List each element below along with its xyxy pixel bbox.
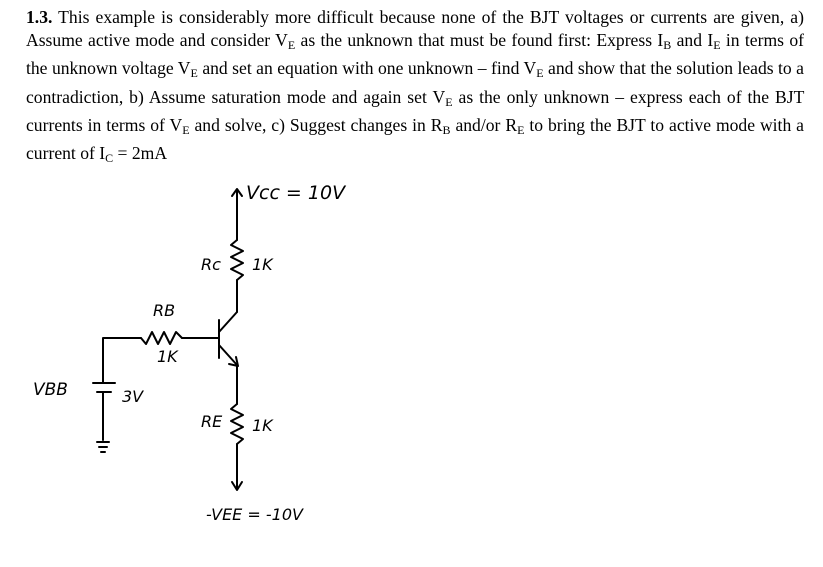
re-value: 1K [252, 416, 273, 435]
bjt-collector-lead [219, 312, 237, 332]
re-resistor [231, 404, 243, 444]
problem-line-1: This example is considerably more difficult because none of the BJT voltages or [58, 7, 645, 27]
vbb-label: VBB [33, 380, 68, 400]
problem-number: 1.3. [26, 7, 53, 27]
problem-line-5: Assume saturation mode and again set $V_E$ as the only unknown – express each of the BJT [148, 86, 804, 109]
rb-resistor [141, 332, 182, 344]
problem-line-2: currents are given, a) Assume active mode and consider $V_E$ as the unknown that must be [26, 7, 804, 53]
rb-value: 1K [157, 347, 178, 366]
problem-line-4: with one unknown – find $V_E$ and show that the solution leads to a contradiction, b) [26, 58, 804, 107]
ground-symbol [97, 442, 109, 452]
problem-line-7: active mode with a current of $I_C = 2mA$ [26, 114, 804, 166]
rc-resistor [231, 240, 243, 280]
vcc-arrow [232, 189, 242, 205]
rb-wire [103, 338, 141, 383]
rc-value: 1K [252, 255, 273, 274]
vcc-label: Vcc = 10V [246, 182, 346, 204]
vee-label: -VEE = -10V [206, 505, 303, 524]
vbb-value: 3V [122, 387, 144, 406]
re-label: RE [201, 412, 223, 431]
rb-label: RB [153, 301, 176, 320]
bjt-emitter-lead [219, 345, 237, 365]
rc-label: Rc [201, 255, 221, 274]
problem-line-6: currents in terms of $V_E$ and solve, c) Suggest changes in $R_B$ and/or $R_E$ to bring the BJT to [26, 114, 665, 137]
problem-line-3: found first: Express $I_B$ and $I_E$ in terms of the unknown voltage $V_E$ and set an equation [26, 30, 804, 81]
